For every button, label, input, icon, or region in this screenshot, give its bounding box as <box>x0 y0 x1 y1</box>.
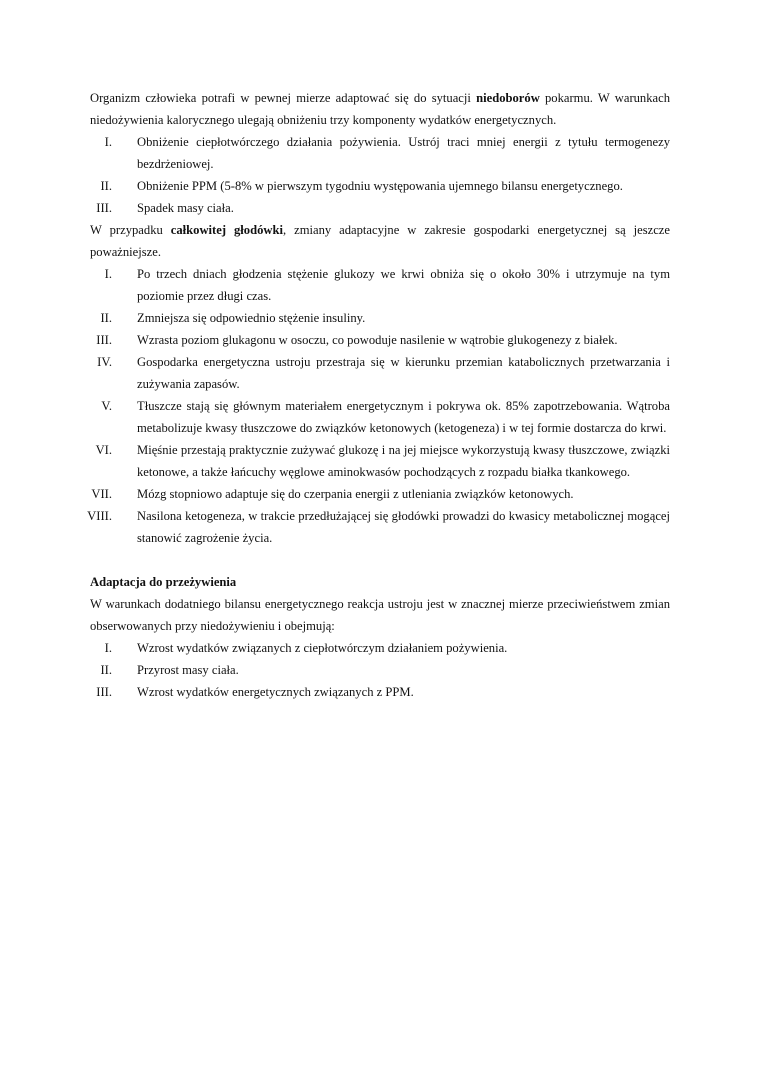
list-item: III. Wzrost wydatków energetycznych związanych z PPM. <box>96 685 414 699</box>
list-item: I. Po trzech dniach głodzenia stężenie glukozy we krwi obniża się o około 30% i utrzymuje na tym poziomie przez długi czas. <box>104 267 670 303</box>
section-heading: Adaptacja do przeżywienia <box>90 575 237 589</box>
fasting-bold-term: całkowitej głodówki <box>170 223 283 237</box>
list-item: VIII. Nasilona ketogeneza, w trakcie przedłużającej się głodówki prowadzi do kwasicy metabolicznej mogącej stanowić zagrożenie życia. <box>87 509 670 545</box>
fasting-list <box>87 263 670 549</box>
list-item: II. Przyrost masy ciała. <box>100 663 239 677</box>
list-item: VI. Mięśnie przestają praktycznie zużywać glukozę i na jej miejsce wykorzystują kwasy tłuszczowe, związki ketonowe, a także łańcuchy węglowe aminokwasów pochodzących z rozpadu białka tkankowego. <box>95 443 670 479</box>
undernutrition-list <box>90 131 670 219</box>
list-item: V. Tłuszcze stają się głównym materiałem energetycznym i pokrywa ok. 85% zapotrzebowania. Wątroba metabolizuje kwasy tłuszczowe do związków ketonowych (ketogeneza) i w tej formie dostarcza do krwi. <box>101 399 670 435</box>
list-item: I. Obniżenie ciepłotwórczego działania pożywienia. Ustrój traci mniej energii z tytułu termogenezy bezdrżeniowej. <box>104 135 670 171</box>
list-item: II. Obniżenie PPM (5-8% w pierwszym tygodniu występowania ujemnego bilansu energetycznego. <box>100 179 623 193</box>
list-item: II. Zmniejsza się odpowiednio stężenie insuliny. <box>100 311 366 325</box>
list-item: VII. Mózg stopniowo adaptuje się do czerpania energii z utleniania związków ketonowych. <box>91 487 574 501</box>
intro-paragraph: Organizm człowieka potrafi w pewnej mierze adaptować się do sytuacji niedoborów pokarmu. W warunkach niedożywienia kalorycznego ulegają obniżeniu trzy komponenty wydatków energetycznych. <box>90 91 670 127</box>
list-item: III. Wzrasta poziom glukagonu w osoczu, co powoduje nasilenie w wątrobie glukogenezy z białek. <box>96 333 618 347</box>
overnutrition-list <box>90 637 670 703</box>
list-item: I. Wzrost wydatków związanych z ciepłotwórczym działaniem pożywienia. <box>104 641 508 655</box>
overnutrition-paragraph: W warunkach dodatniego bilansu energetycznego reakcja ustroju jest w znacznej mierze przeciwieństwem zmian obserwowanych przy niedożywieniu i obejmują: <box>90 597 670 633</box>
list-item: IV. Gospodarka energetyczna ustroju przestraja się w kierunku przemian katabolicznych przetwarzania i zużywania zapasów. <box>97 355 670 391</box>
fasting-paragraph: W przypadku całkowitej głodówki, zmiany adaptacyjne w zakresie gospodarki energetycznej są jeszcze poważniejsze. <box>90 223 670 259</box>
list-item: III. Spadek masy ciała. <box>96 201 234 215</box>
intro-bold-term: niedoborów <box>476 91 540 105</box>
